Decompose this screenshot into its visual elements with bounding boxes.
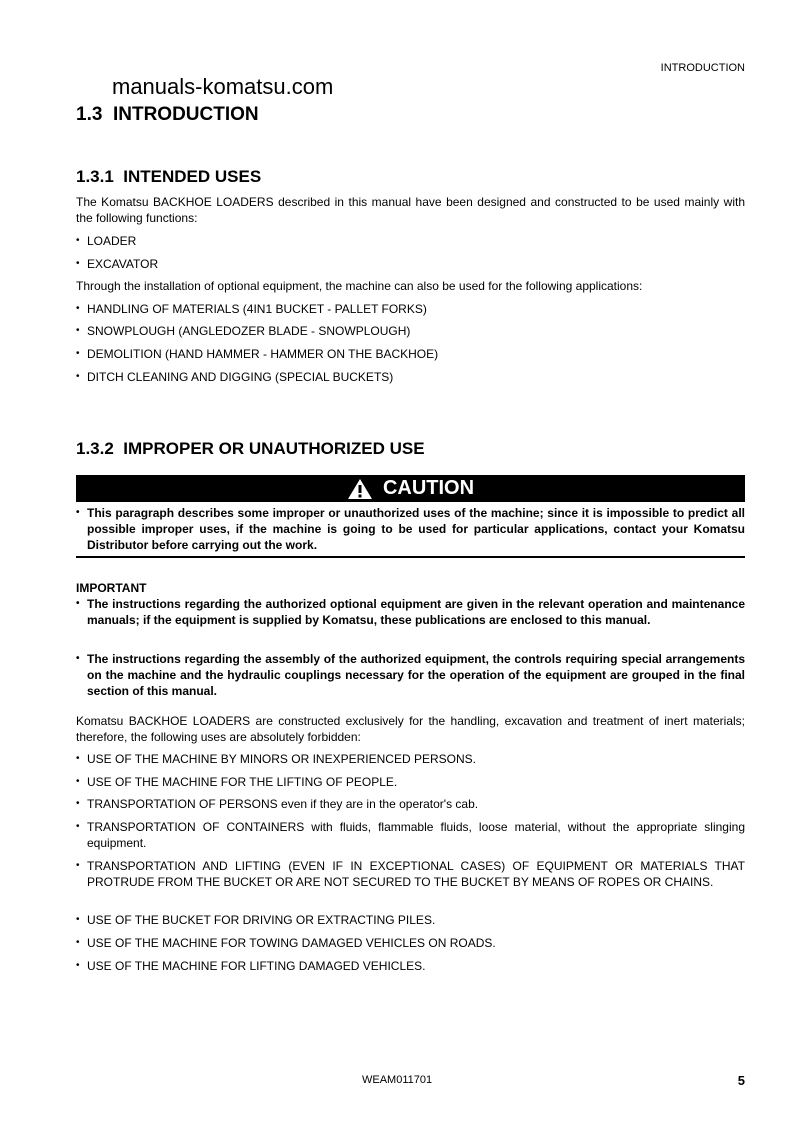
subsection-title-text: IMPROPER OR UNAUTHORIZED USE <box>123 439 425 458</box>
list-item: • TRANSPORTATION AND LIFTING (EVEN IF IN EXCEPTIONAL CASES) OF EQUIPMENT OR MATERIALS THAT PROTRUDE FROM THE BUCKET OR ARE NOT SECURED TO THE BUCKET BY MEANS OF ROPES OR CHAINS. <box>76 858 745 890</box>
forbidden-intro: Komatsu BACKHOE LOADERS are constructed exclusively for the handling, excavation and treatment of inert materials; therefore, the following uses are absolutely forbidden: <box>76 714 745 744</box>
subsection-title-improper-use <box>76 439 425 459</box>
list-item: • USE OF THE BUCKET FOR DRIVING OR EXTRACTING PILES. <box>76 912 745 928</box>
running-header: INTRODUCTION <box>660 62 745 74</box>
page-number: 5 <box>737 1073 745 1088</box>
subsection-number: 1.3.2 <box>76 439 114 458</box>
list-item: • TRANSPORTATION OF CONTAINERS with fluids, flammable fluids, loose material, without the appropriate slinging equipment. <box>76 819 745 851</box>
list-item: • LOADER <box>76 233 745 249</box>
caution-banner <box>76 475 745 502</box>
list-item: • USE OF THE MACHINE BY MINORS OR INEXPERIENCED PERSONS. <box>76 751 745 767</box>
section-number: 1.3 <box>76 104 103 125</box>
list-item: • TRANSPORTATION OF PERSONS even if they are in the operator's cab. <box>76 796 745 812</box>
warning-triangle-icon <box>347 478 373 500</box>
list-item: • USE OF THE MACHINE FOR LIFTING DAMAGED VEHICLES. <box>76 958 745 974</box>
important-item: • The instructions regarding the authorized optional equipment are given in the relevant operation and maintenance manuals; if the equipment is supplied by Komatsu, these publications are enclosed to this manual. <box>76 596 745 628</box>
list-item: • SNOWPLOUGH (ANGLEDOZER BLADE - SNOWPLOUGH) <box>76 323 745 339</box>
important-item: • The instructions regarding the assembly of the authorized equipment, the controls requiring special arrangements on the machine and the hydraulic couplings necessary for the operation of the equipment are grouped in the final section of this manual. <box>76 651 745 699</box>
subsection-title-intended-uses <box>76 167 261 187</box>
intended-intro: The Komatsu BACKHOE LOADERS described in this manual have been designed and constructed to be used mainly with the following functions: <box>76 195 745 225</box>
document-code: WEAM011701 <box>362 1074 433 1086</box>
list-item: • HANDLING OF MATERIALS (4IN1 BUCKET - PALLET FORKS) <box>76 301 745 317</box>
list-item: • DEMOLITION (HAND HAMMER - HAMMER ON THE BACKHOE) <box>76 346 745 362</box>
list-item: • USE OF THE MACHINE FOR THE LIFTING OF PEOPLE. <box>76 774 745 790</box>
caution-label: CAUTION <box>382 477 475 499</box>
section-title-text: INTRODUCTION <box>112 104 259 125</box>
list-item: • DITCH CLEANING AND DIGGING (SPECIAL BUCKETS) <box>76 369 745 385</box>
optional-intro: Through the installation of optional equipment, the machine can also be used for the following applications: <box>76 279 643 293</box>
subsection-number: 1.3.1 <box>76 167 114 186</box>
list-item: • USE OF THE MACHINE FOR TOWING DAMAGED VEHICLES ON ROADS. <box>76 935 745 951</box>
caution-rule <box>76 556 745 558</box>
list-item: • EXCAVATOR <box>76 256 745 272</box>
subsection-title-text: INTENDED USES <box>123 167 262 186</box>
important-label: IMPORTANT <box>76 581 147 595</box>
section-title <box>76 104 259 126</box>
caution-text: • This paragraph describes some improper or unauthorized uses of the machine; since it is impossible to predict all possible improper uses, if the machine is going to be used for particular applications, contact your Komatsu Distributor before carrying out the work. <box>76 505 745 553</box>
watermark: manuals-komatsu.com <box>112 74 334 99</box>
